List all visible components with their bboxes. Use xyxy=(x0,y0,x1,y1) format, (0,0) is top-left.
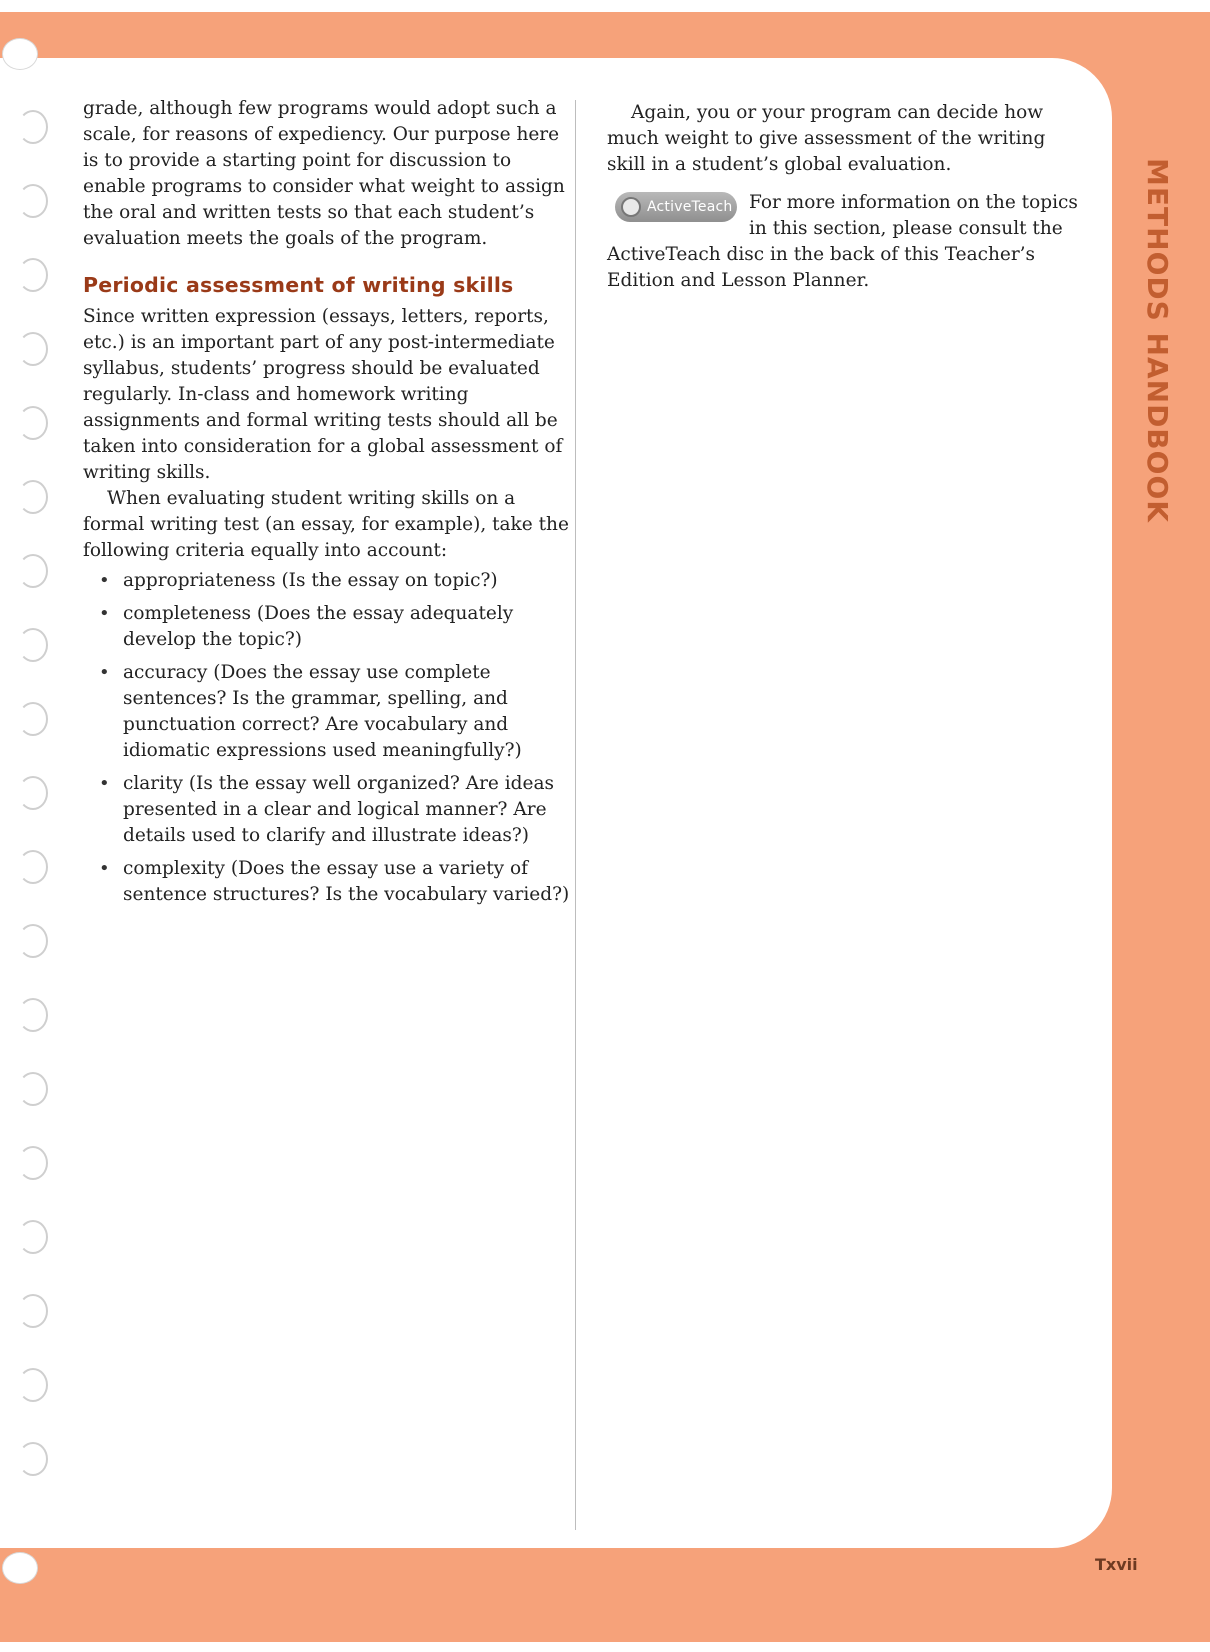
disc-icon xyxy=(621,197,641,217)
binder-hole xyxy=(18,1146,48,1180)
activeteach-note xyxy=(607,190,1087,294)
binder-hole xyxy=(18,702,48,736)
right-column xyxy=(607,100,1087,294)
binder-hole xyxy=(18,1442,48,1476)
activeteach-badge xyxy=(615,192,737,222)
binder-hole xyxy=(18,110,48,144)
binder-hole xyxy=(18,1294,48,1328)
bullet-icon: • xyxy=(99,662,110,683)
binder-hole xyxy=(18,554,48,588)
body-paragraph: When evaluating student writing skills on a formal writing test (an essay, for example), take the following criteria equally into account: xyxy=(83,488,569,561)
binder-hole-bottom xyxy=(2,1552,38,1584)
body-paragraph: Again, you or your program can decide how much weight to give assessment of the writing skill in a student’s global evaluation. xyxy=(607,102,1046,175)
binder-hole xyxy=(18,924,48,958)
bullet-icon: • xyxy=(99,858,110,879)
binder-hole-top xyxy=(2,38,38,70)
binder-hole xyxy=(18,850,48,884)
column-divider xyxy=(575,100,576,1530)
list-item: • appropriateness (Is the essay on topic?) xyxy=(83,568,573,594)
binder-hole xyxy=(18,332,48,366)
binder-hole xyxy=(18,628,48,662)
binder-hole xyxy=(18,1220,48,1254)
binder-hole xyxy=(18,1072,48,1106)
side-tab-label: METHODS HANDBOOK xyxy=(1140,157,1174,523)
activeteach-text: For more information on the topics in this section, please consult the ActiveTeach disc in the back of this Teacher’s Edition and Lesson Planner. xyxy=(607,192,1078,291)
left-column xyxy=(83,96,573,915)
body-paragraph: Since written expression (essays, letters, reports, etc.) is an important part of any post-intermediate syllabus, students’ progress should be evaluated regularly. In-class and homework writing assignments and formal writing tests should all be taken into consideration for a global assessment of writing skills. xyxy=(83,306,563,483)
binder-hole xyxy=(18,258,48,292)
binder-hole xyxy=(18,480,48,514)
bullet-icon: • xyxy=(99,773,110,794)
page-number: Txvii xyxy=(1095,1555,1138,1574)
section-side-tab xyxy=(1132,140,1182,540)
section-heading: Periodic assessment of writing skills xyxy=(83,273,514,297)
binder-hole xyxy=(18,776,48,810)
activeteach-label: ActiveTeach xyxy=(647,199,733,215)
list-item: • accuracy (Does the essay use complete sentences? Is the grammar, spelling, and punctuation correct? Are vocabulary and idiomatic expressions used meaningfully?) xyxy=(99,662,522,761)
intro-paragraph: grade, although few programs would adopt such a scale, for reasons of expediency. Our purpose here is to provide a starting point for discussion to enable programs to consider what weight to assign the oral and written tests so that each student’s evaluation meets the goals of the program. xyxy=(83,98,565,249)
bullet-icon: • xyxy=(99,570,110,591)
binder-hole xyxy=(18,406,48,440)
list-item: • clarity (Is the essay well organized? Are ideas presented in a clear and logical manner? Are details used to clarify and illustrate ideas?) xyxy=(99,773,554,846)
binder-hole xyxy=(18,1368,48,1402)
binder-hole xyxy=(18,184,48,218)
criteria-list xyxy=(83,568,573,908)
list-item: • completeness (Does the essay adequately develop the topic?) xyxy=(99,603,514,650)
binder-hole xyxy=(18,998,48,1032)
bullet-icon: • xyxy=(99,603,110,624)
list-item: • complexity (Does the essay use a variety of sentence structures? Is the vocabulary varied?) xyxy=(99,858,570,905)
